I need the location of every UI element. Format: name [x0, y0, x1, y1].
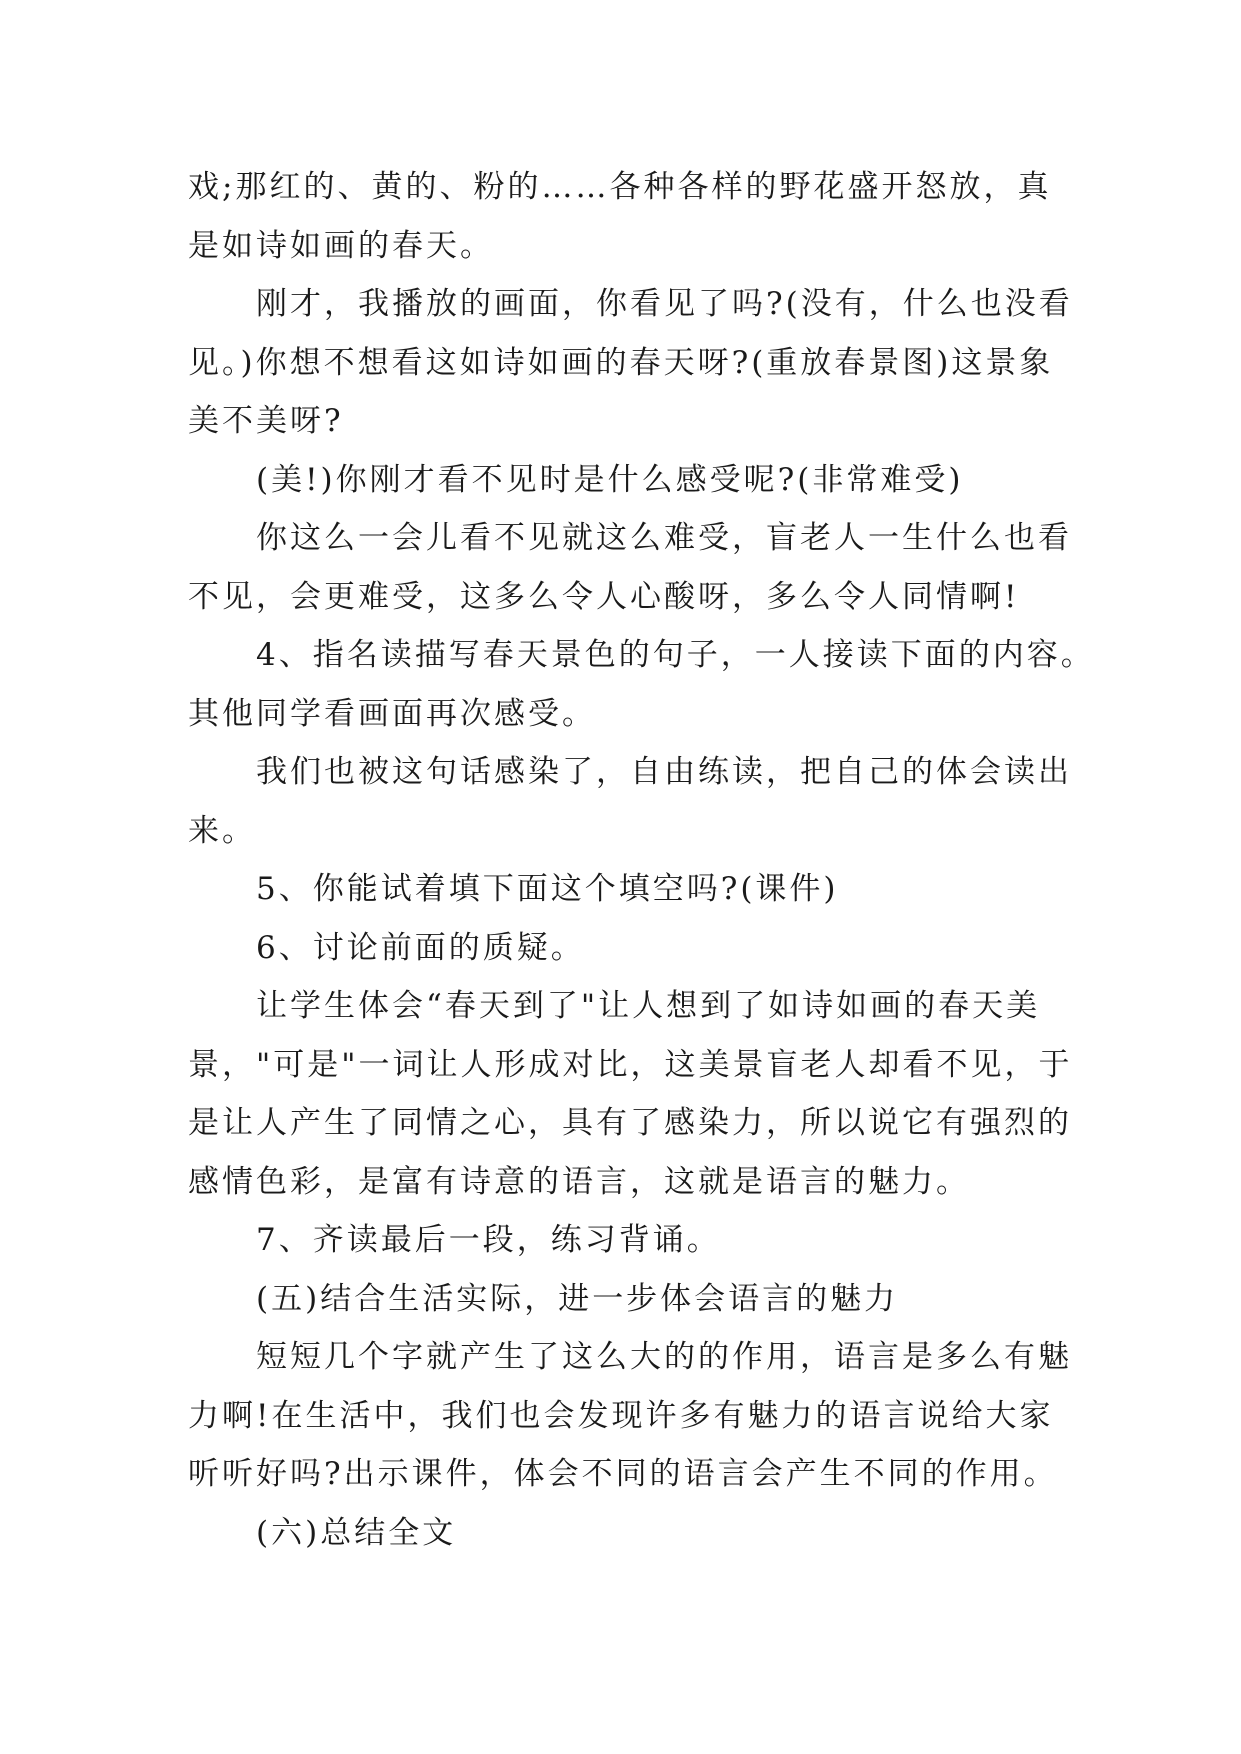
document-body — [188, 158, 1095, 1562]
text-line: 你这么一会儿看不见就这么难受，盲老人一生什么也看 — [256, 520, 1072, 556]
text-line: 力啊!在生活中，我们也会发现许多有魅力的语言说给大家 — [188, 1397, 1054, 1434]
text-line: 美不美呀? — [188, 403, 344, 439]
text-line: 刚才，我播放的画面，你看见了吗?(没有，什么也没看 — [256, 286, 1073, 322]
text-line: 是如诗如画的春天。 — [188, 227, 494, 264]
text-line: 短短几个字就产生了这么大的的作用，语言是多么有魅 — [256, 1339, 1072, 1375]
text-line: 我们也被这句话感染了，自由练读，把自己的体会读出 — [256, 754, 1072, 790]
text-line: 见。)你想不想看这如诗如画的春天呀?(重放春景图)这景象 — [188, 344, 1054, 381]
text-line: 5、你能试着填下面这个填空吗?(课件) — [256, 871, 839, 907]
text-line: 6、讨论前面的质疑。 — [256, 929, 585, 966]
text-line: 听听好吗?出示课件，体会不同的语言会产生不同的作用。 — [188, 1456, 1058, 1492]
text-line: 4、指名读描写春天景色的句子，一人接读下面的内容。 — [256, 637, 1095, 673]
text-line: (美!)你刚才看不见时是什么感受呢?(非常难受) — [256, 461, 964, 498]
section-heading: (六)总结全文 — [256, 1514, 457, 1551]
text-line: 其他同学看画面再次感受。 — [188, 695, 596, 732]
text-line: 让学生体会“春天到了"让人想到了如诗如画的春天美 — [256, 988, 1041, 1024]
text-line: 不见，会更难受，这多么令人心酸呀，多么令人同情啊! — [188, 578, 1020, 615]
text-line: 来。 — [188, 812, 256, 849]
section-heading: (五)结合生活实际，进一步体会语言的魅力 — [256, 1280, 899, 1317]
text-line: 7、齐读最后一段，练习背诵。 — [256, 1222, 721, 1258]
text-line: 戏;那红的、黄的、粉的……各种各样的野花盛开怒放，真 — [188, 169, 1052, 205]
text-line: 感情色彩，是富有诗意的语言，这就是语言的魅力。 — [188, 1163, 970, 1200]
text-line: 是让人产生了同情之心，具有了感染力，所以说它有强烈的 — [188, 1105, 1072, 1141]
text-line: 景，"可是"一词让人形成对比，这美景盲老人却看不见，于 — [188, 1046, 1073, 1083]
